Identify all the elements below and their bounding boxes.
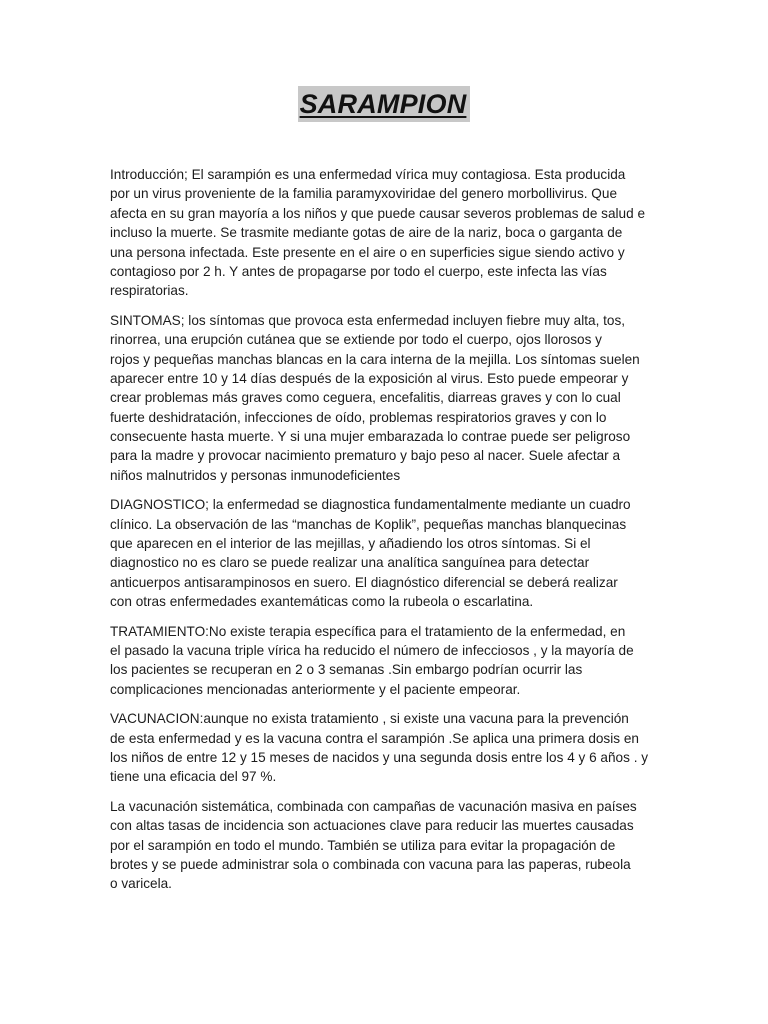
text-line: consecuente hasta muerte. Y si una mujer embarazada lo contrae puede ser peligroso bbox=[110, 429, 631, 445]
text-line: clínico. La observación de las “manchas de Koplik”, pequeñas manchas blanquecinas bbox=[110, 516, 627, 532]
text-line: afecta en su gran mayoría a los niños y que puede causar severos problemas de salud e bbox=[110, 205, 646, 221]
text-line: los pacientes se recuperan en 2 o 3 semanas .Sin embargo podrían ocurrir las bbox=[110, 662, 583, 678]
text-line: complicaciones mencionadas anteriormente y el paciente empeorar. bbox=[110, 681, 521, 697]
text-line: anticuerpos antisarampinosos en suero. El diagnóstico diferencial se deberá realizar bbox=[110, 574, 618, 590]
text-line: para la madre y provocar nacimiento prematuro y bajo peso al nacer. Suele afectar a bbox=[110, 448, 621, 464]
paragraph-sintomas bbox=[110, 311, 670, 486]
text-line: que aparecen en el interior de las mejillas, y añadiendo los otros síntomas. Si el bbox=[110, 536, 591, 552]
text-line: con altas tasas de incidencia son actuaciones clave para reducir las muertes causadas bbox=[110, 818, 634, 834]
text-line: crear problemas más graves como ceguera, encefalitis, diarreas graves y con lo cual bbox=[110, 390, 621, 406]
text-line: por el sarampión en todo el mundo. También se utiliza para evitar la propagación de bbox=[110, 837, 616, 853]
paragraph-introduccion bbox=[110, 165, 670, 301]
text-line: aparecer entre 10 y 14 días después de la exposición al virus. Esto puede empeorar y bbox=[110, 370, 629, 386]
text-line: DIAGNOSTICO; la enfermedad se diagnostica fundamentalmente mediante un cuadro bbox=[110, 497, 631, 513]
paragraph-tratamiento bbox=[110, 622, 670, 700]
text-line: o varicela. bbox=[110, 876, 172, 892]
text-line: los niños de entre 12 y 15 meses de nacidos y una segunda dosis entre los 4 y 6 años . y bbox=[110, 749, 649, 765]
text-line: tiene una eficacia del 97 %. bbox=[110, 769, 277, 785]
text-line: rojos y pequeñas manchas blancas en la cara interna de la mejilla. Los síntomas suelen bbox=[110, 351, 640, 367]
paragraph-vacunacion bbox=[110, 709, 670, 787]
paragraph-vacunacion-sistematica bbox=[110, 797, 670, 894]
text-line: con otras enfermedades exantemáticas como la rubeola o escarlatina. bbox=[110, 594, 534, 610]
text-line: contagioso por 2 h. Y antes de propagarse por todo el cuerpo, este infecta las vías bbox=[110, 263, 607, 279]
text-line: diagnostico no es claro se puede realizar una analítica sanguínea para detectar bbox=[110, 555, 590, 571]
text-line: SINTOMAS; los síntomas que provoca esta enfermedad incluyen fiebre muy alta, tos, bbox=[110, 312, 626, 328]
text-line: por un virus proveniente de la familia paramyxoviridae del genero morbollivirus. Que bbox=[110, 186, 617, 202]
paragraph-diagnostico bbox=[110, 495, 670, 611]
text-line: TRATAMIENTO:No existe terapia específica para el tratamiento de la enfermedad, en bbox=[110, 623, 626, 639]
text-line: niños malnutridos y personas inmunodeficientes bbox=[110, 467, 401, 483]
text-line: La vacunación sistemática, combinada con campañas de vacunación masiva en países bbox=[110, 798, 637, 814]
text-line: brotes y se puede administrar sola o combinada con vacuna para las paperas, rubeola bbox=[110, 856, 631, 872]
document-title: SARAMPION bbox=[298, 86, 471, 122]
text-line: fuerte deshidratación, infecciones de oído, problemas respiratorios graves y con lo bbox=[110, 409, 607, 425]
text-line: respiratorias. bbox=[110, 283, 189, 299]
title-container bbox=[0, 86, 768, 122]
text-line: de esta enfermedad y es la vacuna contra el sarampión .Se aplica una primera dosis en bbox=[110, 730, 639, 746]
text-line: el pasado la vacuna triple vírica ha reducido el número de infecciosos , y la mayoría de bbox=[110, 642, 634, 658]
text-line: una persona infectada. Este presente en el aire o en superficies sigue siendo activo y bbox=[110, 244, 625, 260]
text-line: VACUNACION:aunque no exista tratamiento , si existe una vacuna para la prevención bbox=[110, 711, 629, 727]
document-body bbox=[110, 165, 670, 904]
text-line: Introducción; El sarampión es una enfermedad vírica muy contagiosa. Esta producida bbox=[110, 167, 626, 182]
text-line: rinorrea, una erupción cutánea que se extiende por todo el cuerpo, ojos llorosos y bbox=[110, 332, 602, 348]
text-line: incluso la muerte. Se trasmite mediante gotas de aire de la nariz, boca o garganta de bbox=[110, 225, 623, 241]
